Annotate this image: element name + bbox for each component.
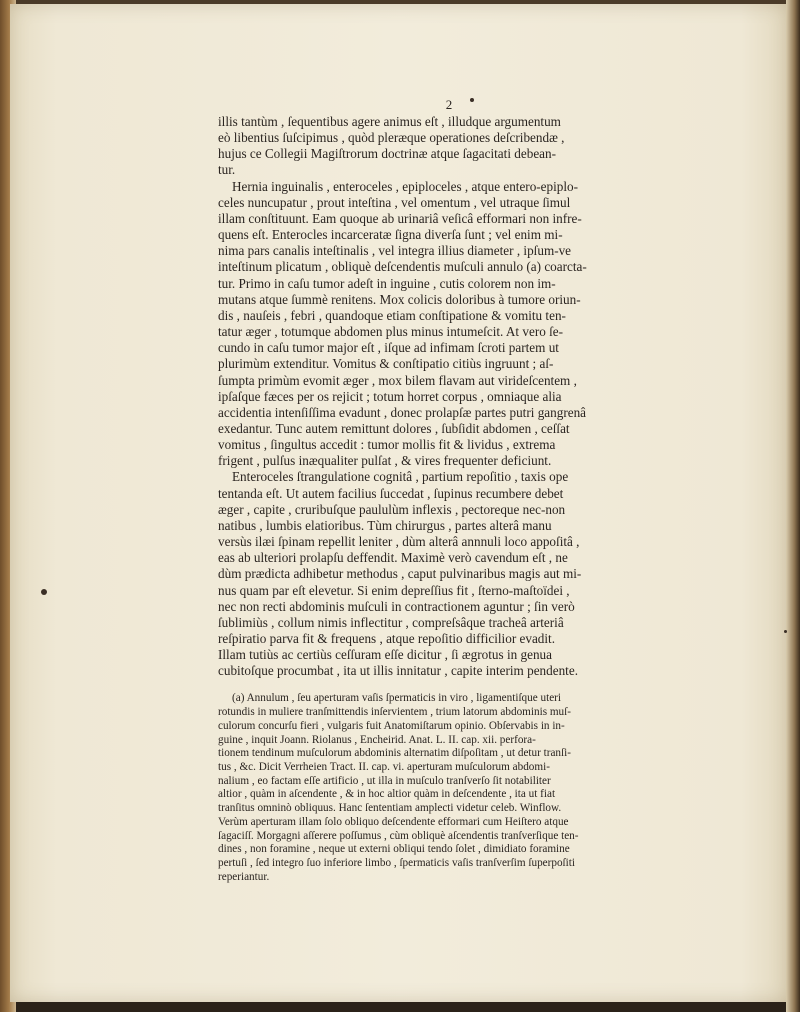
text-line: illam conſtituunt. Eam quoque ab urinariâ veſicâ efformari non infre- bbox=[218, 210, 582, 226]
text-line: inteſtinum plicatum , obliquè deſcendentis muſculi annulo (a) coarcta- bbox=[218, 259, 587, 275]
text-line: tatur æger , totumque abdomen plus minus intumeſcit. At vero ſe- bbox=[218, 324, 564, 340]
footnote-line: (a) Annulum , ſeu aperturam vaſis ſpermaticis in viro , ligamentiſque uteri bbox=[232, 692, 562, 705]
text-line: celes nuncupatur , prout inteſtina , vel omentum , vel utraque ſimul bbox=[218, 194, 571, 210]
footnote-line: guine , inquit Joann. Riolanus , Encheirid. Anat. L. II. cap. xii. perfora- bbox=[218, 733, 536, 746]
text-line: cubitoſque procumbat , ita ut illis innitatur , capite interim pendente. bbox=[218, 663, 578, 679]
text-line: versùs ilæi ſpinam repellit leniter , dùm alterâ annnuli loco appoſitâ , bbox=[218, 534, 580, 550]
text-line: dùm prædicta adhibetur methodus , caput pulvinaribus magis aut mi- bbox=[218, 566, 582, 582]
footnote-line: pertuſi , ſed integro ſuo inferiore limbo , ſpermaticis vaſis tranſverſim ſuperpoſiti bbox=[218, 856, 575, 869]
footnote-line: Verùm aperturam illam ſolo obliquo deſcendente efformari cum Heiſtero atque bbox=[218, 815, 569, 828]
footnote-line: tionem tendinum muſculorum abdominis alternatim diſpoſitam , ut detur tranſi- bbox=[218, 747, 571, 760]
footnote-line: tus , &c. Dicit Verrheien Tract. II. cap. vi. aperturam muſculorum abdomi- bbox=[218, 760, 550, 773]
text-line: mutans atque ſummè renitens. Mox colicis doloribus à tumore oriun- bbox=[218, 291, 581, 307]
body-paragraph bbox=[218, 114, 680, 179]
body-paragraph bbox=[218, 469, 680, 679]
text-line: tentanda eſt. Ut autem facilius ſuccedat , ſupinus recumbere debet bbox=[218, 485, 564, 501]
text-line: plurimùm extenditur. Vomitus & conſtipatio citiùs ingruunt ; aſ- bbox=[218, 356, 554, 372]
text-line: nus quam par eſt elevetur. Si enim depreſſius fit , ſterno-maſtoïdei , bbox=[218, 582, 570, 598]
footnotes bbox=[218, 692, 680, 884]
page-right-edge bbox=[786, 0, 800, 1012]
text-line: Enteroceles ſtrangulatione cognitâ , partium repoſitio , taxis ope bbox=[232, 469, 569, 485]
footnote-line: culorum concurſu fieri , vulgaris fuit Anatomiſtarum opinio. Obſervabis in in- bbox=[218, 719, 565, 732]
footnote-a bbox=[218, 692, 680, 884]
text-line: reſpiratio parva fit & frequens , atque repoſitio difficilior evadit. bbox=[218, 631, 556, 646]
text-line: tur. Primo in caſu tumor adeſt in inguine , cutis colorem non im- bbox=[218, 275, 556, 291]
text-line: eas ab ulteriori prolapſu deffendit. Maximè verò cavendum eſt , ne bbox=[218, 550, 568, 566]
text-line: ſublimiùs , collum nimis inflectitur , compreſsâque tracheâ arteriâ bbox=[218, 614, 564, 630]
footnote-line: altior , quàm in aſcendente , & in hoc altior quàm in deſcendente , ita ut fiat bbox=[218, 788, 556, 801]
body-paragraph bbox=[218, 179, 680, 470]
text-line: Hernia inguinalis , enteroceles , epiploceles , atque entero-epiplo- bbox=[232, 178, 579, 194]
footnote-line: rotundis in muliere tranſmittendis inſervientem , trium latorum abdominis muſ- bbox=[218, 706, 571, 719]
text-line: exedantur. Tunc autem remittunt dolores , ſubſidit abdomen , ceſſat bbox=[218, 420, 570, 436]
text-line: æger , capite , cruribuſque paululùm inflexis , pectoreque nec-non bbox=[218, 501, 566, 517]
footnote-line: nalium , eo factam eſſe artificio , ut illa in muſculo tranſverſo ſit notabiliter bbox=[218, 774, 551, 787]
page-text-block bbox=[218, 98, 680, 884]
text-line: nima pars canalis inteſtinalis , vel integra illius diameter , ipſum-ve bbox=[218, 243, 572, 259]
text-line: nec non recti abdominis muſculi in contractionem aguntur ; ſin verò bbox=[218, 598, 575, 614]
text-line: tur. bbox=[218, 162, 236, 178]
text-line: eò libentius ſuſcipimus , quòd pleræque operationes deſcribendæ , bbox=[218, 130, 565, 146]
text-line: natibus , lumbis elatioribus. Tùm chirurgus , partes alterâ manu bbox=[218, 517, 552, 533]
text-line: accidentia intenſiſſima evadunt , donec prolapſæ partes putri gangrenâ bbox=[218, 404, 587, 420]
main-body bbox=[218, 114, 680, 679]
text-line: frigent , pulſus inæqualiter pulſat , & vires frequenter deficiunt. bbox=[218, 453, 552, 469]
text-line: quens eſt. Enterocles incarceratæ ſigna diverſa ſunt ; vel enim mi- bbox=[218, 227, 563, 243]
text-line: cundo in caſu tumor major eſt , iſque ad infimam ſcroti partem ut bbox=[218, 340, 559, 356]
footnote-line: ſagaciſſ. Morgagni aſſerere poſſumus , cùm obliquè aſcendentis tranſverſique ten- bbox=[218, 829, 579, 842]
ink-speck bbox=[41, 589, 47, 595]
text-line: ſumpta primùm evomit æger , mox bilem flavam aut virideſcentem , bbox=[218, 372, 577, 388]
footnote-line: tranſitus omninò obliquus. Hanc ſententiam amplecti videtur celeb. Winflow. bbox=[218, 802, 562, 815]
text-line: hujus ce Collegii Magiſtrorum doctrinæ atque ſagacitati debean- bbox=[218, 146, 557, 162]
footnote-line: reperiantur. bbox=[218, 870, 270, 883]
text-line: illis tantùm , ſequentibus agere animus eſt , illudque argumentum bbox=[218, 114, 561, 129]
ink-speck bbox=[784, 630, 787, 633]
text-line: Illam tutiùs ac certiùs ceſſuram eſſe dicitur , ſi ægrotus in genua bbox=[218, 647, 552, 663]
page-number: 2 bbox=[445, 97, 453, 112]
text-line: vomitus , ſingultus accedit : tumor mollis fit & lividus , extrema bbox=[218, 437, 556, 453]
footnote-line: dines , non foramine , neque ut externi obliqui tendo ſolet , dimidiato foramine bbox=[218, 843, 570, 856]
text-line: ipſaſque fæces per os rejicit ; totum horret corpus , omniaque alia bbox=[218, 388, 562, 404]
text-line: dis , nauſeis , febri , quandoque etiam conſtipatione & vomitu ten- bbox=[218, 307, 566, 323]
